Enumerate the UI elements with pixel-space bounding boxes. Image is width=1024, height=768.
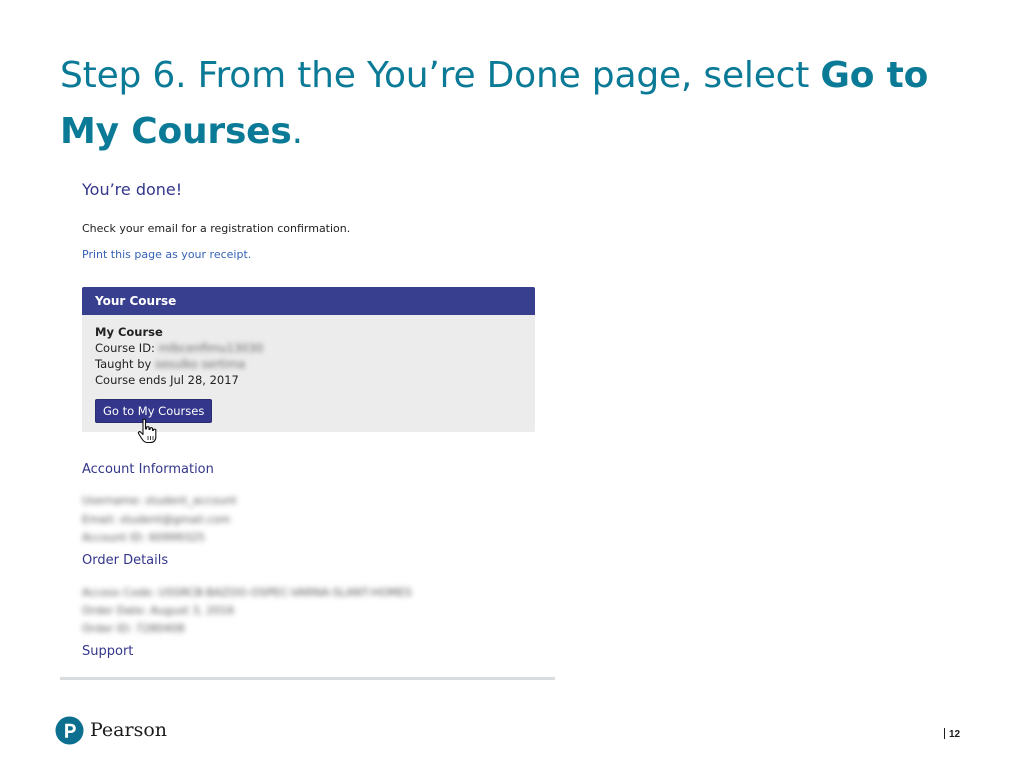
screenshot-bottom-border [60,677,555,680]
page-number-divider [944,728,945,739]
order-line: Order Date: August 3, 2016 [82,604,235,617]
done-heading: You’re done! [82,180,183,199]
course-id-row [95,340,522,356]
print-receipt-link[interactable]: Print this page as your receipt. [82,248,252,261]
account-information-heading: Account Information [82,462,214,477]
title-text: Step 6. From the You’re Done page, select [60,55,821,96]
order-details-heading: Order Details [82,553,169,568]
course-box [82,287,535,432]
slide-title [60,48,980,160]
account-line: Email: student@gmail.com [82,513,231,526]
course-name: My Course [95,325,163,339]
hand-cursor-icon [136,418,158,444]
taught-by-row [95,356,522,372]
account-line: Account ID: 60999325 [82,531,205,544]
course-ends: Course ends Jul 28, 2017 [95,373,239,387]
check-email-text: Check your email for a registration confirmation. [82,222,351,235]
order-line: Access Code: USSRCB-BAZOO-OSPEC-VARNA-SLANT-HOMES [82,586,412,599]
title-suffix: . [291,111,303,152]
pearson-brand-name: Pearson [90,719,168,741]
taught-by-label: Taught by [95,357,152,371]
pearson-p-icon [55,716,84,745]
course-id-label: Course ID: [95,341,155,355]
account-line: Username: student_account [82,494,237,507]
course-details [82,315,535,423]
course-id-value: mlbcenfimu13030 [158,341,264,355]
pearson-logo [55,714,167,746]
page-number-value: 12 [949,729,961,740]
taught-by-value: sesulko sertima [154,357,246,371]
order-line: Order ID: 7280408 [82,622,185,635]
registration-screenshot [62,168,554,676]
title-bold-text: Go to My Courses [60,55,929,152]
support-heading: Support [82,644,134,659]
page-number [944,728,960,740]
course-box-header: Your Course [82,287,535,315]
go-to-my-courses-button[interactable]: Go to My Courses [95,399,212,423]
